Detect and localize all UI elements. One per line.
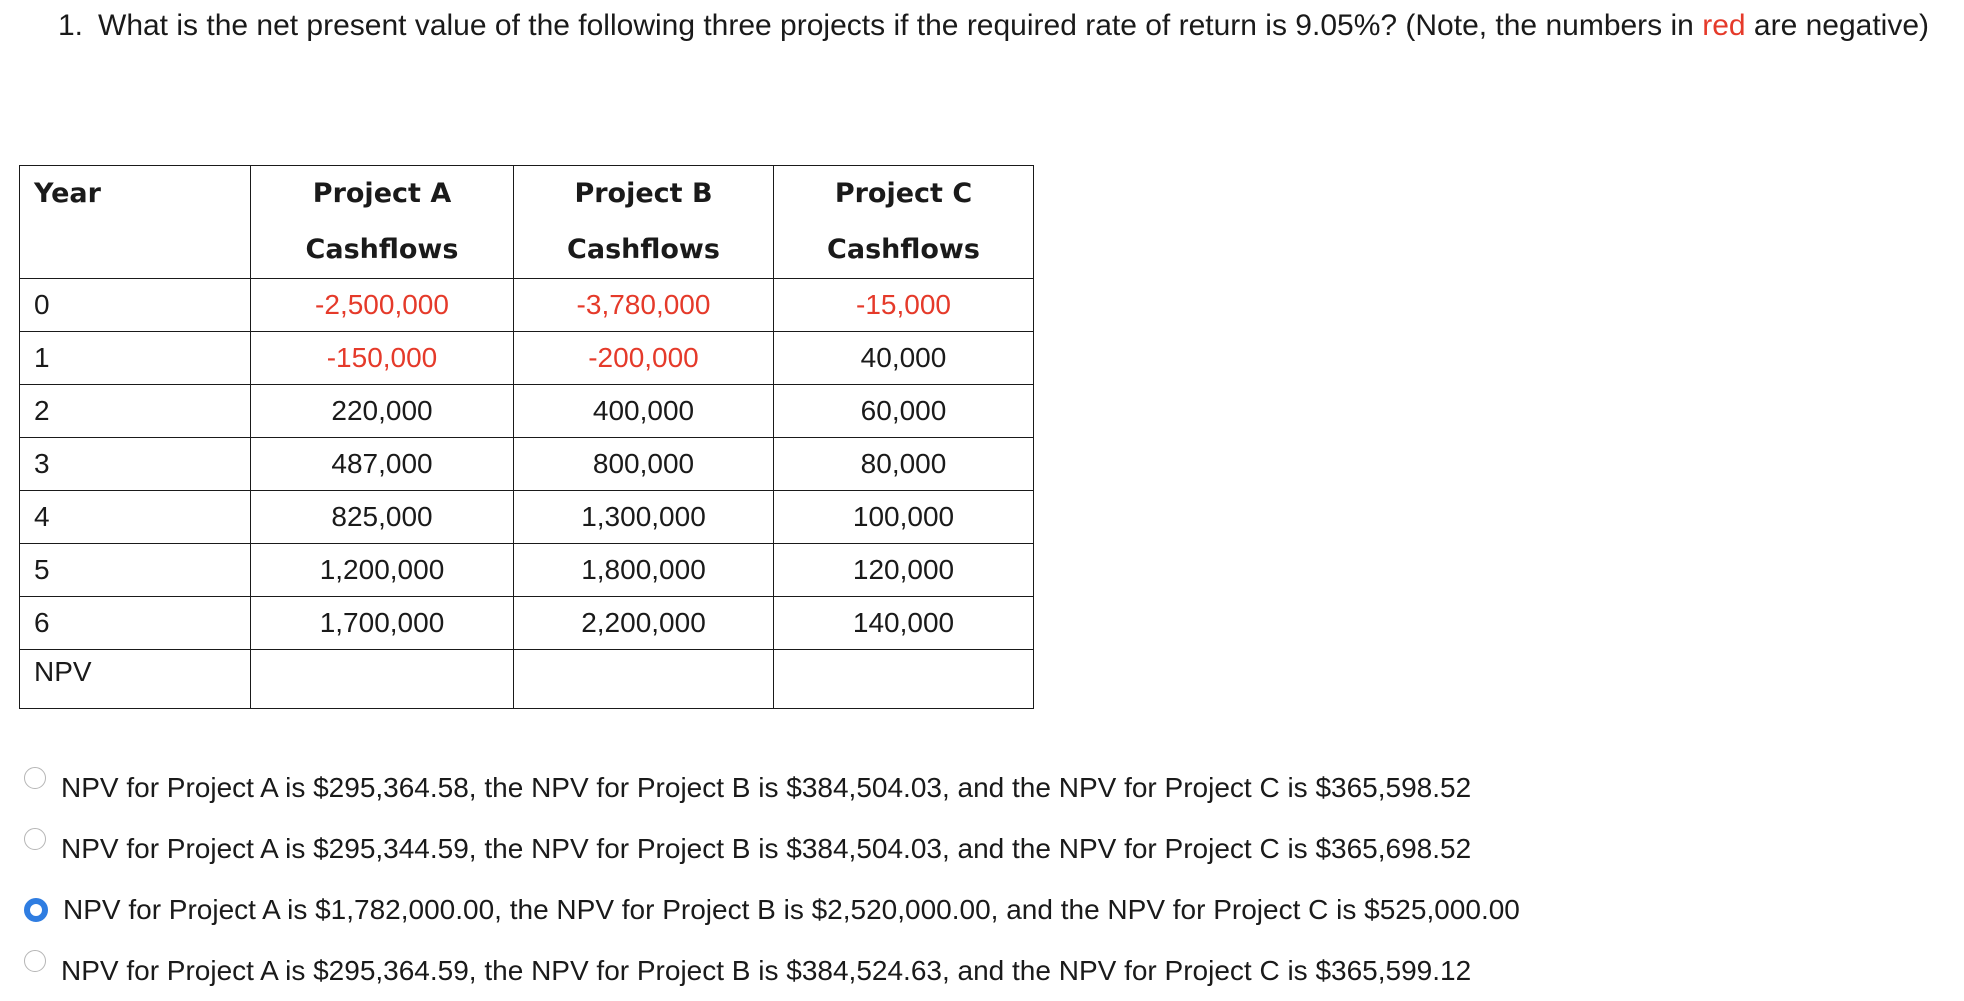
project-b-cashflow-cell: 1,300,000 <box>514 491 774 544</box>
table-row <box>20 332 1034 385</box>
answer-option-label[interactable]: NPV for Project A is $295,344.59, the NPV for Project B is $384,504.03, and the NPV for Project C is $365,698.52 <box>61 832 1472 864</box>
table-row <box>20 544 1034 597</box>
table-row <box>20 491 1034 544</box>
project-b-cashflow-cell: 1,800,000 <box>514 544 774 597</box>
project-b-cashflow-cell: 2,200,000 <box>514 597 774 650</box>
year-cell: 6 <box>20 597 251 650</box>
year-cell: 0 <box>20 279 251 332</box>
project-b-cashflow-cell: -3,780,000 <box>514 279 774 332</box>
npv-label: NPV <box>20 650 251 709</box>
project-a-cashflow-cell: -150,000 <box>251 332 514 385</box>
npv-row <box>20 650 1034 709</box>
question-text <box>98 6 1938 46</box>
year-cell: 3 <box>20 438 251 491</box>
year-cell: 1 <box>20 332 251 385</box>
table-row <box>20 279 1034 332</box>
year-cell: 5 <box>20 544 251 597</box>
answer-option[interactable] <box>24 757 1520 818</box>
project-b-cashflow-cell: -200,000 <box>514 332 774 385</box>
project-c-cashflow-cell: -15,000 <box>774 279 1034 332</box>
project-c-cashflow-cell: 120,000 <box>774 544 1034 597</box>
year-cell: 2 <box>20 385 251 438</box>
table-row <box>20 438 1034 491</box>
question-text-red: red <box>1702 9 1746 42</box>
answer-option[interactable] <box>24 879 1520 940</box>
year-header: Year <box>20 166 251 279</box>
npv-project-c-cell <box>774 650 1034 709</box>
project-a-cashflow-cell: 220,000 <box>251 385 514 438</box>
radio-selected-icon[interactable] <box>24 898 48 922</box>
project-c-cashflow-cell: 80,000 <box>774 438 1034 491</box>
question-text-after: are negative) <box>1745 9 1930 42</box>
project-c-cashflow-cell: 40,000 <box>774 332 1034 385</box>
project-a-cashflow-cell: 825,000 <box>251 491 514 544</box>
question-number: 1. <box>58 9 84 42</box>
project-c-header: Project C Cashflows <box>774 166 1034 279</box>
table-header-row <box>20 166 1034 279</box>
question-prompt <box>58 6 1938 46</box>
radio-unselected-icon[interactable] <box>24 950 46 972</box>
npv-project-b-cell <box>514 650 774 709</box>
question-text-before: What is the net present value of the following three projects if the required rate of return is 9.05%? (Note, the numbers in <box>98 9 1703 42</box>
year-cell: 4 <box>20 491 251 544</box>
project-c-cashflow-cell: 100,000 <box>774 491 1034 544</box>
project-a-cashflow-cell: -2,500,000 <box>251 279 514 332</box>
project-c-cashflow-cell: 140,000 <box>774 597 1034 650</box>
project-a-cashflow-cell: 1,700,000 <box>251 597 514 650</box>
answer-option-label[interactable]: NPV for Project A is $295,364.58, the NPV for Project B is $384,504.03, and the NPV for Project C is $365,598.52 <box>61 771 1472 803</box>
table-row <box>20 597 1034 650</box>
table-row <box>20 385 1034 438</box>
cashflow-table <box>19 165 1034 709</box>
project-b-header: Project B Cashflows <box>514 166 774 279</box>
project-a-header: Project A Cashflows <box>251 166 514 279</box>
project-a-cashflow-cell: 487,000 <box>251 438 514 491</box>
answer-option-label[interactable]: NPV for Project A is $295,364.59, the NPV for Project B is $384,524.63, and the NPV for Project C is $365,599.12 <box>61 954 1472 986</box>
answer-option[interactable] <box>24 818 1520 879</box>
project-a-cashflow-cell: 1,200,000 <box>251 544 514 597</box>
project-b-cashflow-cell: 400,000 <box>514 385 774 438</box>
answer-options <box>24 757 1520 1001</box>
radio-unselected-icon[interactable] <box>24 828 46 850</box>
project-b-cashflow-cell: 800,000 <box>514 438 774 491</box>
answer-option[interactable] <box>24 940 1520 1001</box>
project-c-cashflow-cell: 60,000 <box>774 385 1034 438</box>
npv-project-a-cell <box>251 650 514 709</box>
answer-option-label[interactable]: NPV for Project A is $1,782,000.00, the NPV for Project B is $2,520,000.00, and the NPV for Project C is $525,000.00 <box>63 893 1520 925</box>
radio-unselected-icon[interactable] <box>24 767 46 789</box>
